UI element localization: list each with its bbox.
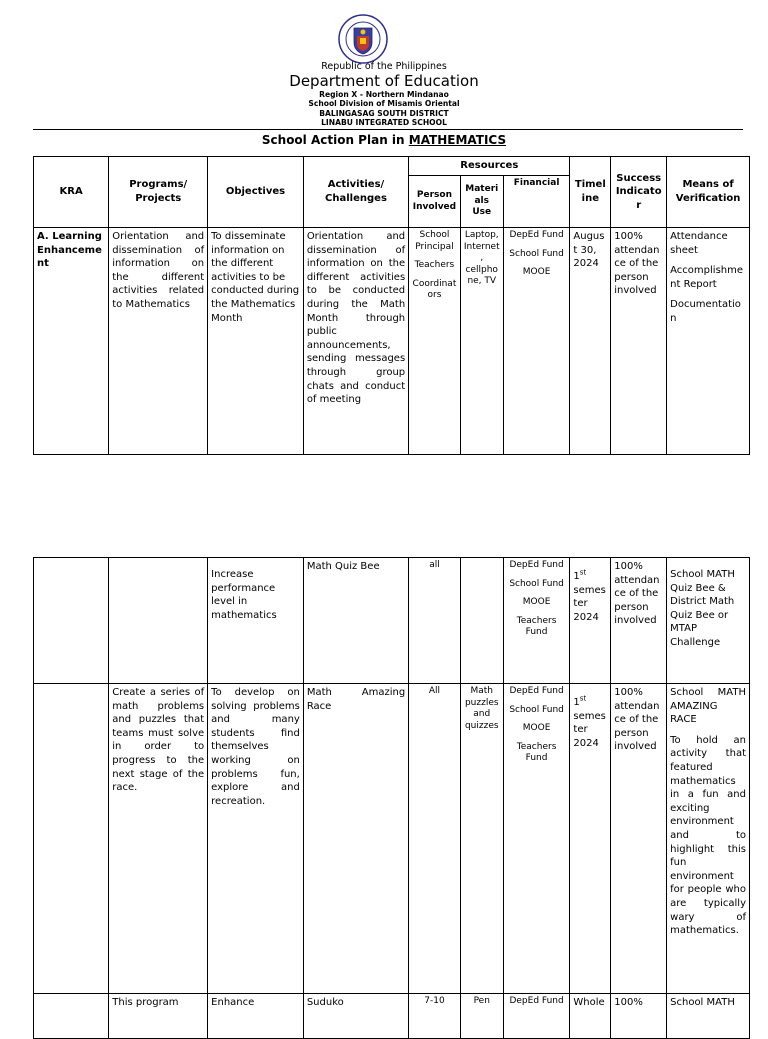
cell-activities: Orientation and dissemination of information on the different activities to be conducted during the Math Month through public announcements, sending messages through group chats and conduct of meeting [303, 228, 408, 455]
timeline-num: 1 [573, 571, 580, 582]
col-kra: KRA [34, 157, 109, 228]
cell-programs: This program [109, 994, 208, 1039]
title-subject: MATHEMATICS [408, 133, 507, 147]
cell-kra [34, 558, 109, 684]
financial-item: DepEd Fund [509, 230, 564, 240]
timeline-num: 1 [573, 697, 580, 708]
financial-item: DepEd Fund [509, 686, 564, 696]
cell-success: 100% [611, 994, 667, 1039]
col-resources: Resources [409, 157, 570, 176]
cell-kra [34, 684, 109, 994]
financial-item: MOOE [522, 267, 551, 277]
cell-objectives: Enhance [208, 994, 304, 1039]
action-plan-table-continued [33, 557, 750, 1039]
cell-timeline [570, 684, 611, 994]
col-programs: Programs/ Projects [109, 157, 208, 228]
cell-financial [503, 228, 570, 455]
financial-item: School Fund [509, 578, 564, 589]
cell-person: 7-10 [409, 994, 461, 1039]
col-success: Success Indicator [611, 157, 667, 228]
cell-materials: Math puzzles and quizzes [460, 684, 503, 994]
cell-kra [34, 994, 109, 1039]
title-prefix: School Action Plan in [261, 133, 409, 147]
means-item: Attendance sheet [670, 231, 728, 256]
col-timeline: Timeline [570, 157, 611, 228]
financial-item: DepEd Fund [509, 560, 564, 570]
timeline-sup: st [579, 568, 587, 577]
cell-activities: Suduko [303, 994, 408, 1039]
division-line: School Division of Misamis Oriental [308, 99, 460, 108]
cell-financial: DepEd Fund [503, 994, 570, 1039]
means-item: School MATH AMAZING RACE [670, 687, 746, 726]
cell-financial [503, 684, 570, 994]
header-divider [33, 129, 743, 130]
timeline-sup: st [579, 694, 587, 703]
cell-kra: A. Learning Enhancement [34, 228, 109, 455]
financial-item: School Fund [509, 248, 564, 259]
person-item: Teachers [414, 260, 455, 270]
cell-means: School MATH [667, 994, 750, 1039]
cell-materials [460, 558, 503, 684]
cell-timeline: Whole [570, 994, 611, 1039]
timeline-rest: semester 2024 [573, 584, 606, 623]
col-objectives: Objectives [208, 157, 304, 228]
financial-item: Teachers Fund [516, 615, 557, 637]
department-name: Department of Education [289, 72, 479, 90]
cell-means [667, 228, 750, 455]
cell-programs [109, 558, 208, 684]
means-item: Accomplishment Report [670, 265, 744, 290]
cell-success: 100% attendance of the person involved [611, 558, 667, 684]
deped-seal-icon [338, 14, 388, 64]
financial-item: School Fund [509, 704, 564, 715]
timeline-rest: semester 2024 [573, 710, 606, 749]
cell-activities: Math Quiz Bee [303, 558, 408, 684]
table-row [34, 994, 750, 1039]
republic-line: Republic of the Philippines [321, 61, 447, 72]
table-row [34, 684, 750, 994]
cell-means [667, 684, 750, 994]
cell-materials: Laptop, Internet, cellphone, TV [460, 228, 503, 455]
col-person: Person Involved [409, 176, 461, 228]
cell-timeline: August 30, 2024 [570, 228, 611, 455]
cell-materials: Pen [460, 994, 503, 1039]
table-row [34, 228, 750, 455]
person-item: School Principal [415, 230, 454, 252]
person-item: Coordinators [412, 278, 457, 300]
page-title [0, 133, 768, 147]
cell-success: 100% attendance of the person involved [611, 684, 667, 994]
cell-programs: Create a series of math problems and puzzles that teams must solve in order to progress to the next stage of the race. [109, 684, 208, 994]
cell-objectives: To disseminate information on the different activities to be conducted during the Mathematics Month [208, 228, 304, 455]
cell-success: 100% attendance of the person involved [611, 228, 667, 455]
cell-objectives: Increase performance level in mathematics [208, 558, 304, 684]
action-plan-table [33, 156, 750, 455]
cell-person: all [409, 558, 461, 684]
means-item: Documentation [670, 299, 741, 324]
cell-means: School MATH Quiz Bee & District Math Quiz Bee or MTAP Challenge [667, 558, 750, 684]
means-item: To hold an activity that featured mathematics in a fun and exciting environment and to highlight this fun environment for people who are typically wary of mathematics. [670, 734, 746, 937]
col-financial: Financial [503, 176, 570, 228]
cell-timeline [570, 558, 611, 684]
district-line: BALINGASAG SOUTH DISTRICT [319, 109, 449, 118]
cell-activities: Math Amazing Race [303, 684, 408, 994]
cell-person: All [409, 684, 461, 994]
school-line: LINABU INTEGRATED SCHOOL [321, 118, 447, 127]
cell-programs: Orientation and dissemination of information on the different activities related to Mathematics [109, 228, 208, 455]
financial-item: MOOE [522, 723, 551, 733]
cell-financial [503, 558, 570, 684]
region-line: Region X - Northern Mindanao [319, 90, 449, 99]
col-activities: Activities/ Challenges [303, 157, 408, 228]
table-row [34, 558, 750, 684]
col-materials: Materials Use [460, 176, 503, 228]
col-means: Means of Verification [667, 157, 750, 228]
cell-person [409, 228, 461, 455]
cell-objectives: To develop on solving problems and many students find themselves working on problems fun, explore and recreation. [208, 684, 304, 994]
financial-item: Teachers Fund [516, 741, 557, 763]
financial-item: MOOE [522, 597, 551, 607]
